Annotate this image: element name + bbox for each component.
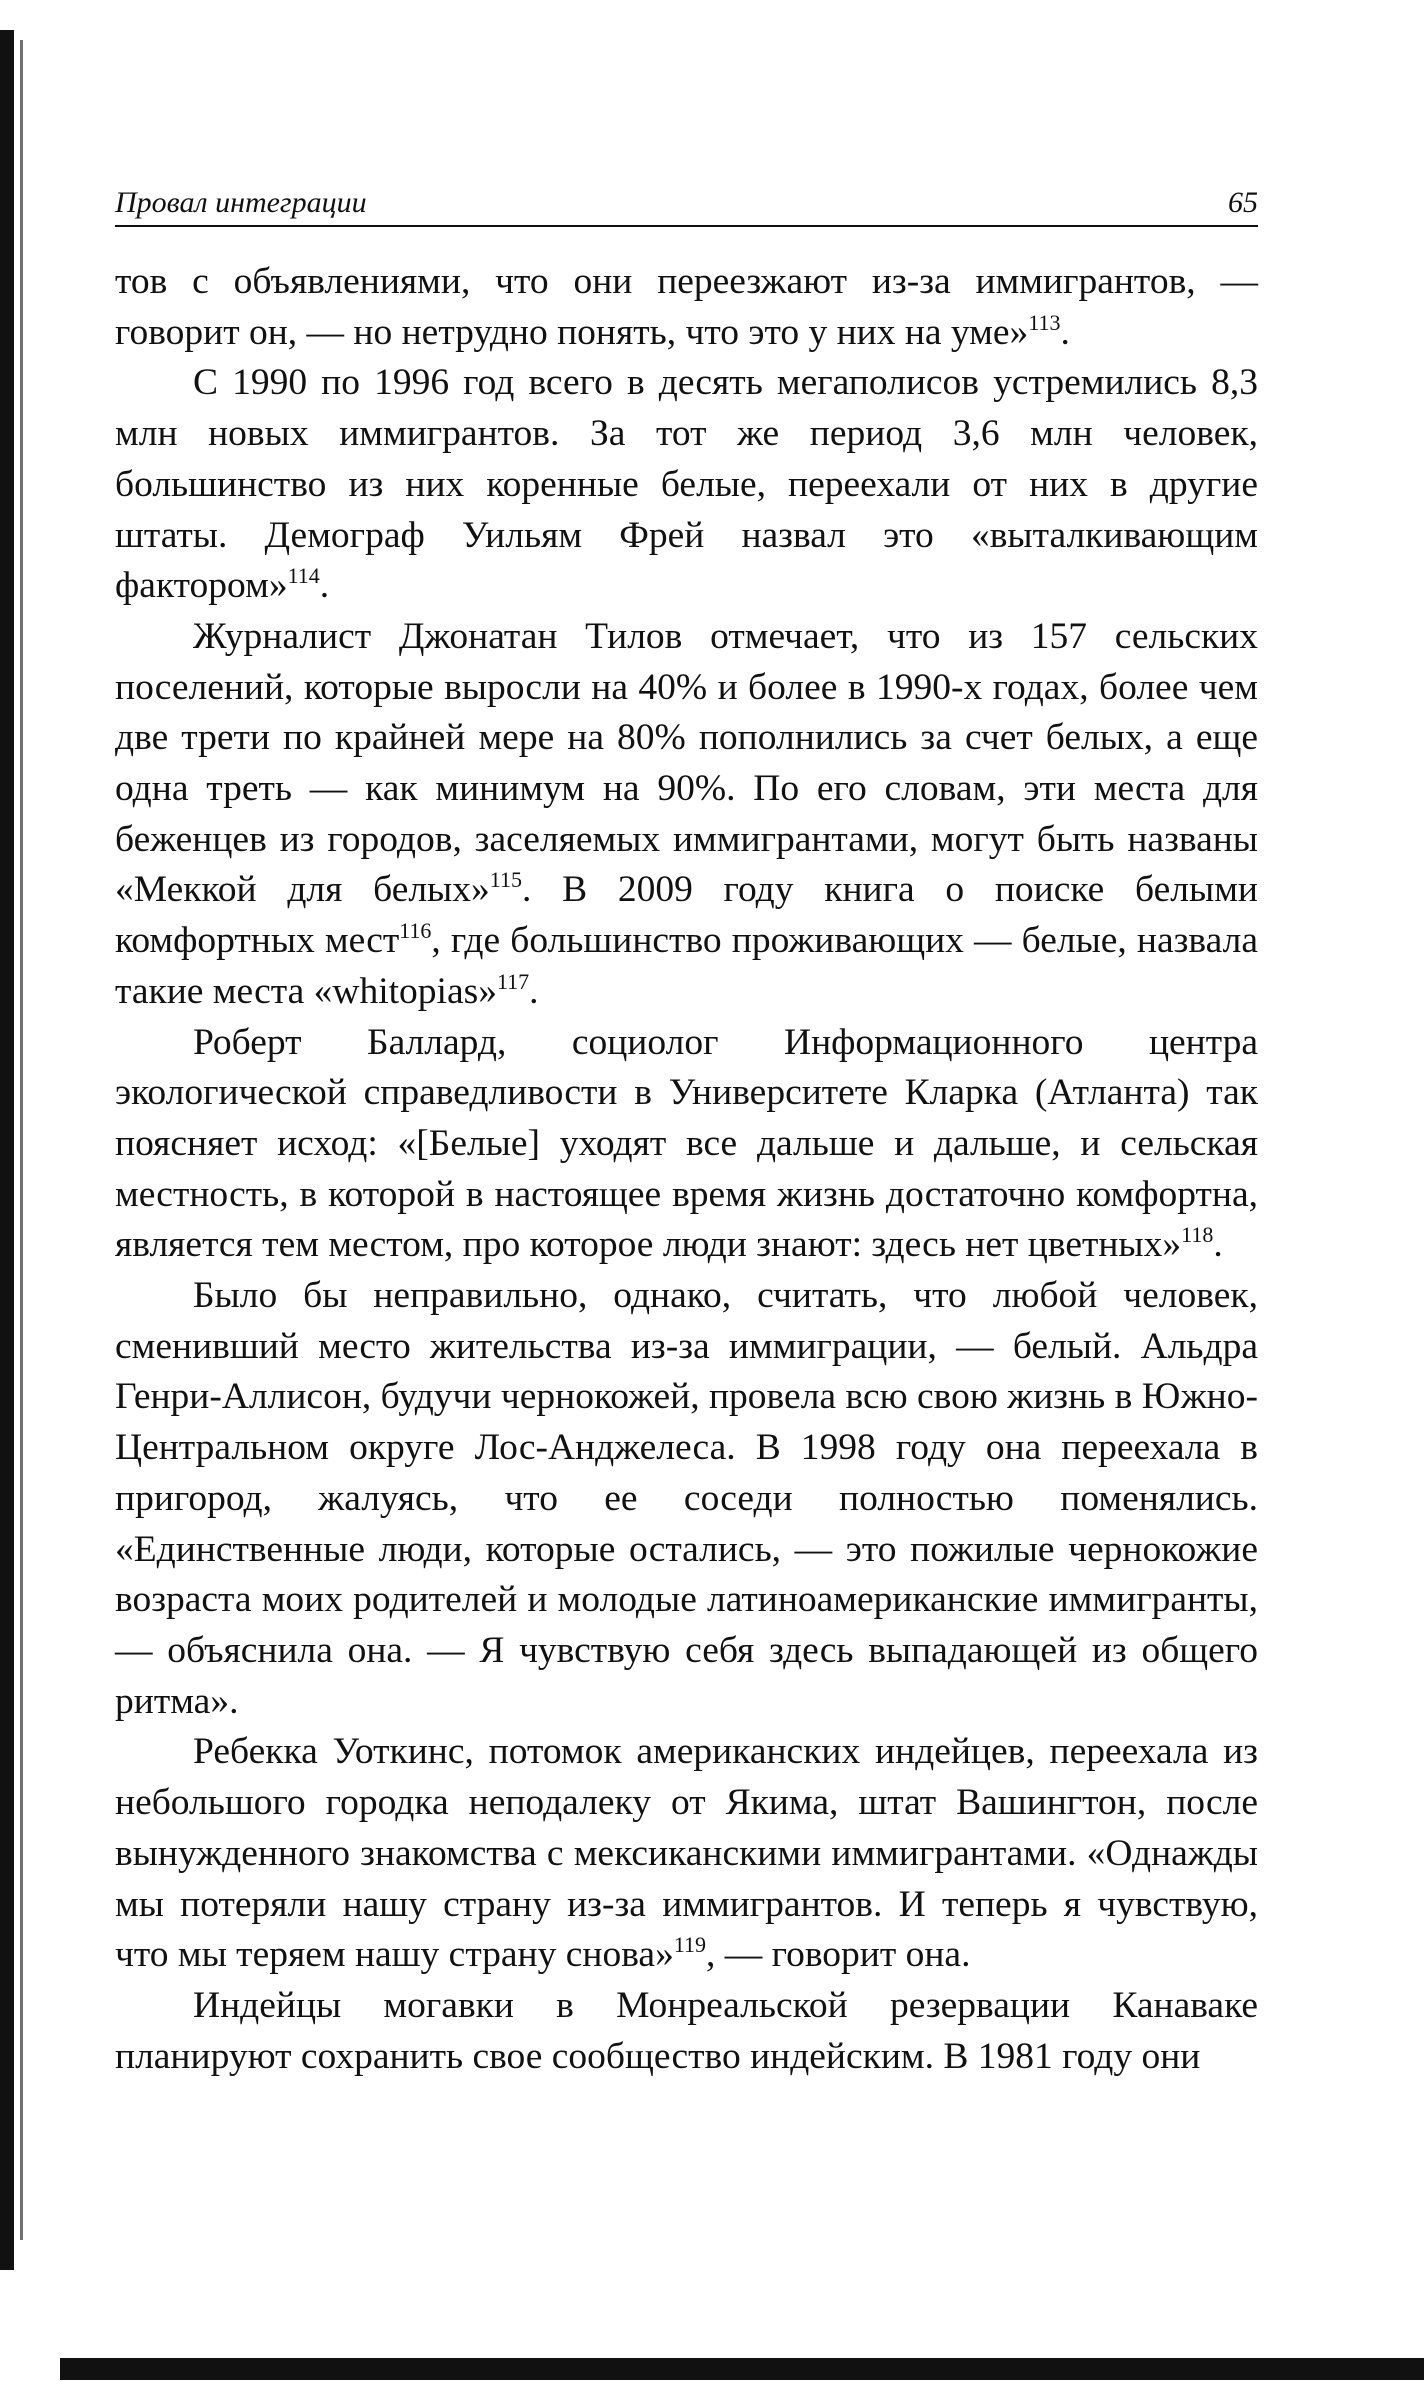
paragraph: [115, 612, 1258, 1018]
footnote-marker: 119: [673, 1932, 707, 1958]
paragraph-text: .: [529, 970, 539, 1012]
footnote-marker: 114: [287, 563, 320, 589]
scan-edge-bottom: [60, 2358, 1424, 2380]
paragraph-text: , — говорит она.: [706, 1934, 971, 1976]
running-head: [115, 185, 1258, 227]
paragraph: [115, 1727, 1258, 1981]
footnote-marker: 115: [489, 867, 522, 893]
paragraph-text: . В 2009 году книга о поиске белыми комфортных мест: [115, 869, 1258, 962]
paragraph: [115, 1018, 1258, 1272]
paragraph: [115, 1271, 1258, 1727]
paragraph: [115, 358, 1258, 612]
paragraph: [115, 1981, 1258, 2082]
paragraph-text: Было бы неправильно, однако, считать, что любой человек, сменивший место жительства из-за иммиграции, — белый. Альдра Генри-Аллисон, будучи чернокожей, провела всю свою жизнь в Южно-Центральном округе Лос-Анджелеса. В 1998 году она переехала в пригород, жалуясь, что ее соседи полностью поменялись. «Единственные люди, которые остались, — это пожилые чернокожие возраста моих родителей и молодые латиноамериканские иммигранты, — объяснила она. — Я чувствую себя здесь выпадающей из общего ритма».: [115, 1275, 1258, 1722]
paragraph-text: Роберт Баллард, социолог Информационного центра экологической справедливости в Университете Кларка (Атланта) так поясняет исход: «[Белые] уходят все дальше и дальше, и сельская местность, в которой в настоящее время жизнь достаточно комфортна, является тем местом, про которое люди знают: здесь нет цветных»: [115, 1021, 1258, 1266]
paragraph-text: .: [1213, 1224, 1223, 1266]
scan-edge-left-line: [20, 40, 23, 2240]
paragraph-text: тов с объявлениями, что они переезжают из-за иммигрантов, — говорит он, — но нетрудно понять, что это у них на уме»: [115, 261, 1258, 353]
book-page: [115, 185, 1258, 2082]
body-text: [115, 257, 1258, 2082]
footnote-marker: 116: [399, 918, 432, 944]
page-number: 65: [1228, 186, 1258, 219]
paragraph: [115, 257, 1258, 358]
footnote-marker: 113: [1028, 309, 1061, 335]
paragraph-text: .: [319, 565, 330, 607]
paragraph-text: Ребекка Уоткинс, потомок американских индейцев, переехала из небольшого городка неподалеку от Якима, штат Вашингтон, после вынужденного знакомства с мексиканскими иммигрантами. «Однажды мы потеряли нашу страну из-за иммигрантов. И теперь я чувствую, что мы теряем нашу страну снова»: [115, 1731, 1258, 1976]
scan-edge-left: [0, 30, 14, 2270]
paragraph-text: Журналист Джонатан Тилов отмечает, что из 157 сельских поселений, которые выросли на 40% и более в 1990-х годах, более чем две трети по крайней мере на 80% пополнились за счет белых, а еще одна треть — как минимум на 90%. По его словам, эти места для беженцев из городов, заселяемых иммигрантами, могут быть названы «Меккой для белых»: [115, 615, 1258, 911]
paragraph-text: .: [1060, 311, 1070, 353]
chapter-title: Провал интеграции: [115, 186, 367, 219]
footnote-marker: 117: [496, 968, 530, 994]
paragraph-text: , где большинство проживающих — белые, назвала такие места «whitopias»: [115, 920, 1258, 1012]
paragraph-text: С 1990 по 1996 год всего в десять мегаполисов устремились 8,3 млн новых иммигрантов. За тот же период 3,6 млн человек, большинство из них коренные белые, переехали от них в другие штаты. Демограф Уильям Фрей назвал это «выталкивающим фактором»: [115, 362, 1258, 607]
footnote-marker: 118: [1181, 1222, 1214, 1248]
paragraph-text: Индейцы могавки в Монреальской резервации Канаваке планируют сохранить свое сообщество индейским. В 1981 году они: [115, 1984, 1258, 2077]
